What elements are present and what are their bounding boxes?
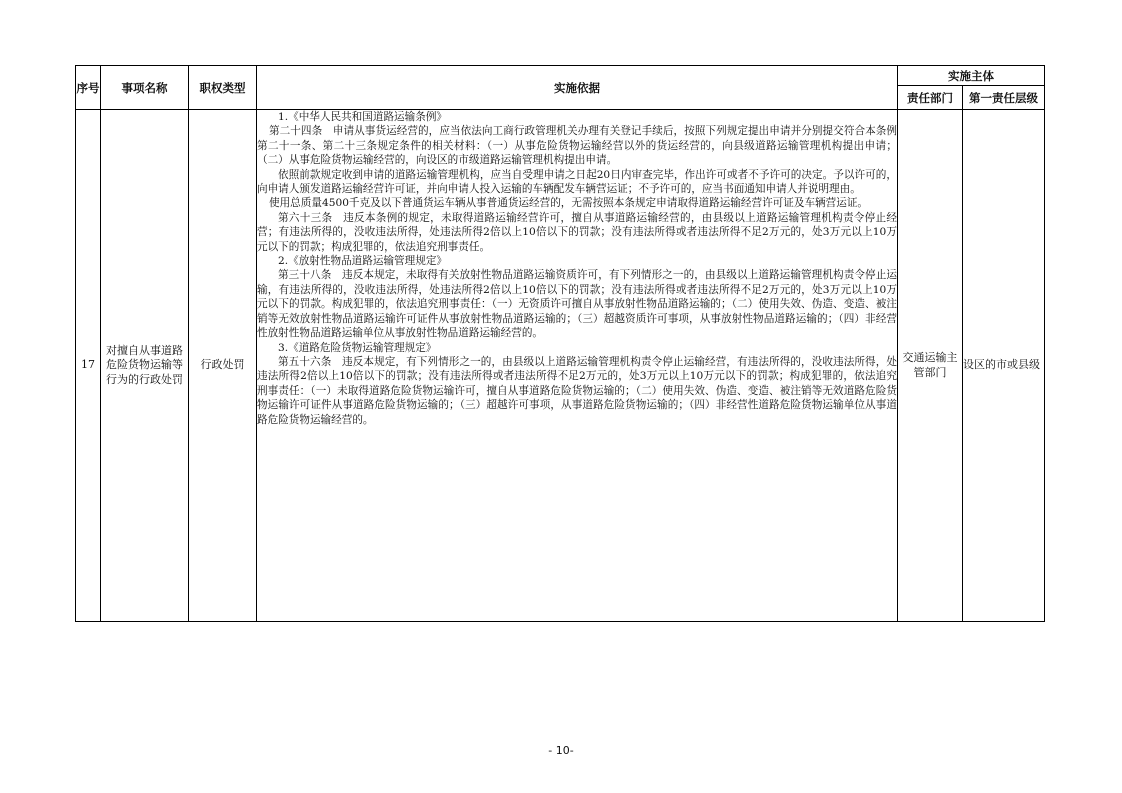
header-basis: 实施依据 xyxy=(257,66,898,110)
cell-basis xyxy=(257,110,898,622)
page-number: - 10- xyxy=(548,744,574,757)
basis-paragraph: 使用总质量4500千克及以下普通货运车辆从事普通货运经营的，无需按照本条规定申请取得道路运输经营许可证及车辆营运证。 xyxy=(269,197,869,210)
table-row xyxy=(76,110,1045,622)
header-dept: 责任部门 xyxy=(898,86,963,110)
basis-paragraph: 依照前款规定收到申请的道路运输管理机构，应当自受理申请之日起20日内审查完毕，作出许可或者不予许可的决定。予以许可的，向申请人颁发道路运输经营许可证，并向申请人投入运输的车辆配发车辆营运证；不予许可的，应当书面通知申请人并说明理由。 xyxy=(257,168,897,196)
header-name: 事项名称 xyxy=(101,66,189,110)
basis-paragraph: 2.《放射性物品道路运输管理规定》 xyxy=(278,255,448,268)
basis-paragraph: 1.《中华人民共和国道路运输条例》 xyxy=(278,111,448,123)
header-type: 职权类型 xyxy=(189,66,257,110)
basis-paragraph: 第二十四条 申请从事货运经营的，应当依法向工商行政管理机关办理有关登记手续后，按照下列规定提出申请并分别提交符合本条例第二十一条、第二十三条规定条件的相关材料：（一）从事危险货物运输经营以外的货运经营的，向县级道路运输管理机构提出申请；（二）从事危险货物运输经营的，向设区的市级道路运输管理机构提出申请。 xyxy=(257,125,897,167)
cell-type: 行政处罚 xyxy=(189,110,257,622)
header-level: 第一责任层级 xyxy=(963,86,1045,110)
header-subject: 实施主体 xyxy=(898,66,1045,86)
basis-paragraph: 第五十六条 违反本规定，有下列情形之一的，由县级以上道路运输管理机构责令停止运输经营，有违法所得的，没收违法所得，处违法所得2倍以上10倍以下的罚款；没有违法所得或者违法所得不足2万元的，处3万元以上10万元以下的罚款；构成犯罪的，依法追究刑事责任：（一）未取得道路危险货物运输许可，擅自从事道路危险货物运输的；（二）使用失效、伪造、变造、被注销等无效道路危险货物运输许可证件从事道路危险货物运输的；（三）超越许可事项，从事道路危险货物运输的；（四）非经营性道路危险货物运输单位从事道路危险货物运输经营的。 xyxy=(257,355,897,426)
basis-paragraph: 3.《道路危险货物运输管理规定》 xyxy=(278,341,437,354)
basis-paragraph: 第六十三条 违反本条例的规定，未取得道路运输经营许可，擅自从事道路运输经营的，由县级以上道路运输管理机构责令停止经营；有违法所得的，没收违法所得，处违法所得2倍以上10倍以下的罚款；没有违法所得或者违法所得不足2万元的，处3万元以上10万元以下的罚款；构成犯罪的，依法追究刑事责任。 xyxy=(257,211,897,253)
enforcement-table xyxy=(75,65,1045,622)
cell-level: 设区的市或县级 xyxy=(963,110,1045,622)
cell-name: 对擅自从事道路危险货物运输等行为的行政处罚 xyxy=(101,110,189,622)
header-seq: 序号 xyxy=(76,66,101,110)
cell-seq: 17 xyxy=(76,110,101,622)
basis-paragraph: 第三十八条 违反本规定，未取得有关放射性物品道路运输资质许可，有下列情形之一的，由县级以上道路运输管理机构责令停止运输，有违法所得的，没收违法所得，处违法所得2倍以上10倍以下的罚款；没有违法所得或者违法所得不足2万元的，处3万元以上10万元以下的罚款。构成犯罪的，依法追究刑事责任：（一）无资质许可擅自从事放射性物品道路运输的；（二）使用失效、伪造、变造、被注销等无效放射性物品道路运输许可证件从事放射性物品道路运输的；（三）超越资质许可事项，从事放射性物品道路运输的；（四）非经营性放射性物品道路运输单位从事放射性物品道路运输经营的。 xyxy=(257,269,897,340)
cell-dept: 交通运输主管部门 xyxy=(898,110,963,622)
